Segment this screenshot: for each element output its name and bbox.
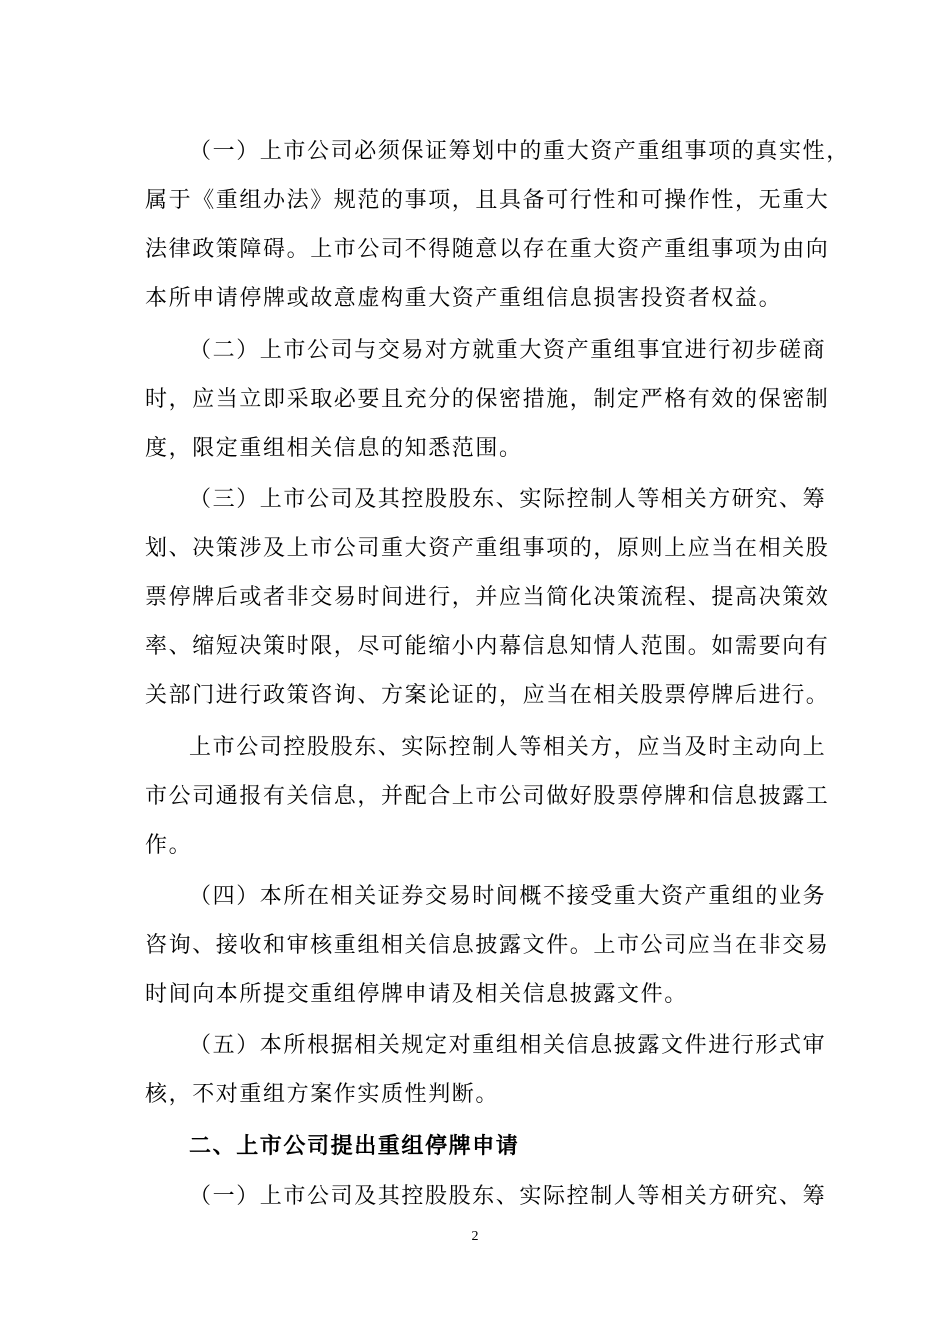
paragraph-line: 核，不对重组方案作实质性判断。 xyxy=(145,1082,500,1107)
paragraph-line: （一）上市公司必须保证筹划中的重大资产重组事项的真实性， xyxy=(189,139,850,164)
paragraph-line: （二）上市公司与交易对方就重大资产重组事宜进行初步磋商 xyxy=(189,338,827,363)
paragraph-line: 度，限定重组相关信息的知悉范围。 xyxy=(145,436,523,461)
section-heading: 二、上市公司提出重组停牌申请 xyxy=(189,1134,520,1159)
paragraph-line: （三）上市公司及其控股股东、实际控制人等相关方研究、筹 xyxy=(189,487,827,512)
paragraph-line: 市公司通报有关信息，并配合上市公司做好股票停牌和信息披露工 xyxy=(145,784,830,809)
paragraph-line: 属于《重组办法》规范的事项，且具备可行性和可操作性，无重大 xyxy=(145,188,830,213)
paragraph-line: 关部门进行政策咨询、方案论证的，应当在相关股票停牌后进行。 xyxy=(145,683,830,708)
paragraph-line: （四）本所在相关证券交易时间概不接受重大资产重组的业务 xyxy=(189,884,827,909)
paragraph-line: 作。 xyxy=(145,833,193,858)
paragraph-line: （五）本所根据相关规定对重组相关信息披露文件进行形式审 xyxy=(189,1033,827,1058)
paragraph-line: 法律政策障碍。上市公司不得随意以存在重大资产重组事项为由向 xyxy=(145,237,830,262)
paragraph-line: 咨询、接收和审核重组相关信息披露文件。上市公司应当在非交易 xyxy=(145,933,830,958)
paragraph-line: 时，应当立即采取必要且充分的保密措施，制定严格有效的保密制 xyxy=(145,387,830,412)
paragraph-line: 时间向本所提交重组停牌申请及相关信息披露文件。 xyxy=(145,982,688,1007)
paragraph-line: 上市公司控股股东、实际控制人等相关方，应当及时主动向上 xyxy=(189,735,827,760)
paragraph-line: 票停牌后或者非交易时间进行，并应当简化决策流程、提高决策效 xyxy=(145,585,830,610)
paragraph-line: 率、缩短决策时限，尽可能缩小内幕信息知情人范围。如需要向有 xyxy=(145,634,830,659)
paragraph-line: 本所申请停牌或故意虚构重大资产重组信息损害投资者权益。 xyxy=(145,286,783,311)
page-number: 2 xyxy=(471,1229,479,1244)
paragraph-line: （一）上市公司及其控股股东、实际控制人等相关方研究、筹 xyxy=(189,1184,827,1209)
paragraph-line: 划、决策涉及上市公司重大资产重组事项的，原则上应当在相关股 xyxy=(145,536,830,561)
